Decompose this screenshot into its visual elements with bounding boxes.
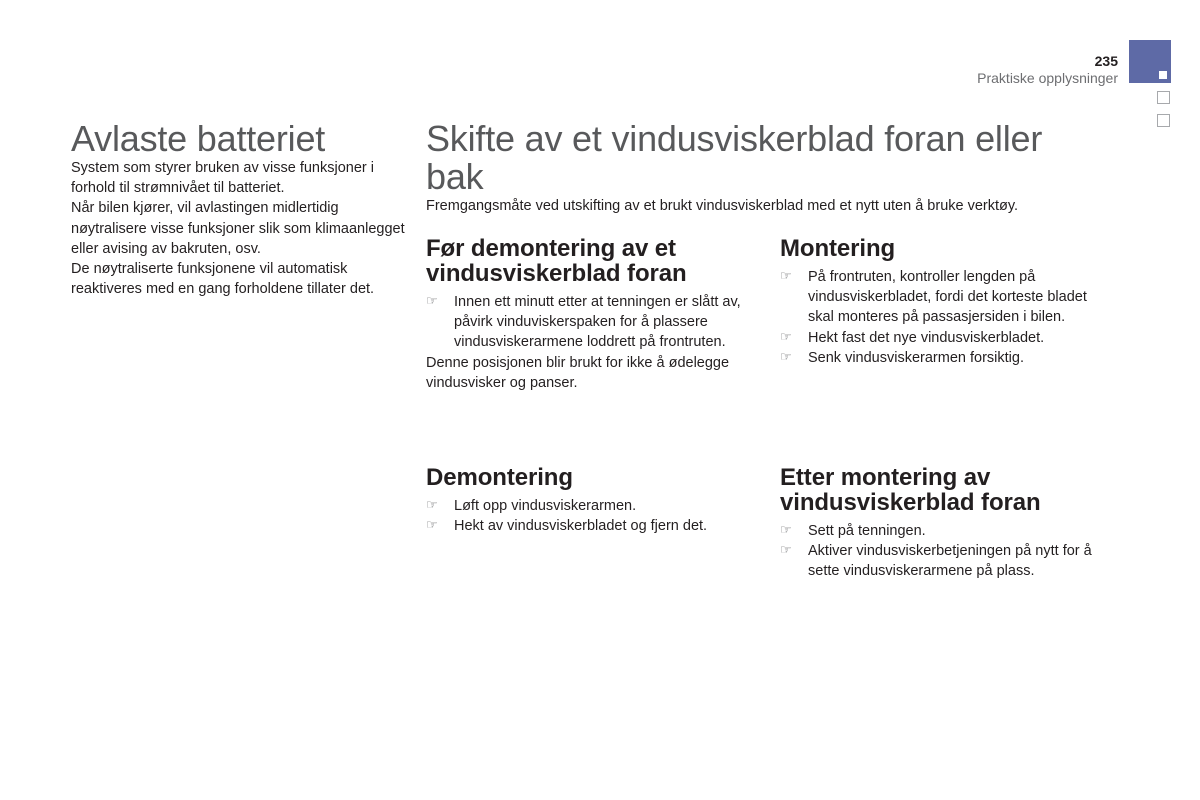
pointing-hand-icon: ☞ (780, 328, 792, 344)
pointing-hand-icon: ☞ (780, 522, 792, 537)
section-removal (426, 465, 756, 536)
empty-square-icon (1157, 114, 1170, 127)
list-item: ☞ Sett på tenningen. (780, 522, 926, 539)
section-before-removal (426, 236, 756, 393)
battery-paragraph: System som styrer bruken av visse funksjoner i forhold til strømnivået til batteriet. (71, 160, 374, 197)
pointing-hand-icon: ☞ (426, 497, 438, 512)
wiper-intro: Fremgangsmåte ved utskifting av et brukt vindusviskerblad med et nytt uten å bruke verktøy. (426, 198, 1019, 214)
section-mounting (780, 236, 1115, 368)
step-list (426, 496, 756, 536)
section-heading: Etter montering av vindusviskerblad foran (780, 464, 1041, 516)
battery-title: Avlaste batteriet (71, 118, 326, 159)
section-heading: Demontering (426, 464, 573, 491)
left-column (71, 120, 406, 299)
list-item: ☞ Hekt fast det nye vindusviskerbladet. (780, 328, 1045, 346)
pointing-hand-icon: ☞ (780, 348, 792, 364)
step-list (780, 521, 1115, 582)
section-heading: Før demontering av et vindusviskerblad foran (426, 235, 687, 287)
section-name: Praktiske opplysninger (977, 70, 1118, 86)
list-item: ☞ Aktiver vindusviskerbetjeningen på nytt for å sette vindusviskerarmene på plass. (780, 542, 1092, 580)
list-item: ☞ På frontruten, kontroller lengden på vindusviskerbladet, fordi det korteste bladet skal monteres på passasjersiden i bilen. (780, 268, 1087, 326)
chapter-tab-icon (1129, 40, 1171, 83)
tab-marker-icon (1159, 71, 1167, 79)
list-item: ☞ Hekt av vindusviskerbladet og fjern det. (426, 517, 708, 535)
list-item: ☞ Senk vindusviskerarmen forsiktig. (780, 348, 1024, 366)
page-number: 235 (1094, 53, 1118, 69)
pointing-hand-icon: ☞ (780, 542, 792, 558)
section-after-mounting (780, 465, 1115, 582)
battery-paragraph: De nøytraliserte funksjonene vil automatisk reaktiveres med en gang forholdene tillater det. (71, 261, 375, 298)
wiper-title: Skifte av et vindusviskerblad foran eller bak (426, 118, 1043, 197)
battery-paragraph: Når bilen kjører, vil avlastingen midlertidig nøytralisere visse funksjoner slik som klimaanlegget eller avising av bakruten, osv. (71, 200, 405, 257)
pointing-hand-icon: ☞ (426, 517, 438, 533)
main-header (426, 120, 1106, 216)
list-item: ☞ Innen ett minutt etter at tenningen er slått av, påvirk vinduviskerspaken for å plassere vindusviskerarmene loddrett på frontruten. (426, 293, 741, 351)
list-item: ☞ Løft opp vindusviskerarmen. (426, 497, 637, 514)
step-list (426, 292, 756, 353)
pointing-hand-icon: ☞ (780, 268, 792, 283)
pointing-hand-icon: ☞ (426, 293, 438, 308)
empty-square-icon (1157, 91, 1170, 104)
section-note: Denne posisjonen blir brukt for ikke å ødelegge vindusvisker og panser. (426, 354, 730, 391)
section-heading: Montering (780, 235, 896, 262)
step-list (780, 267, 1115, 368)
